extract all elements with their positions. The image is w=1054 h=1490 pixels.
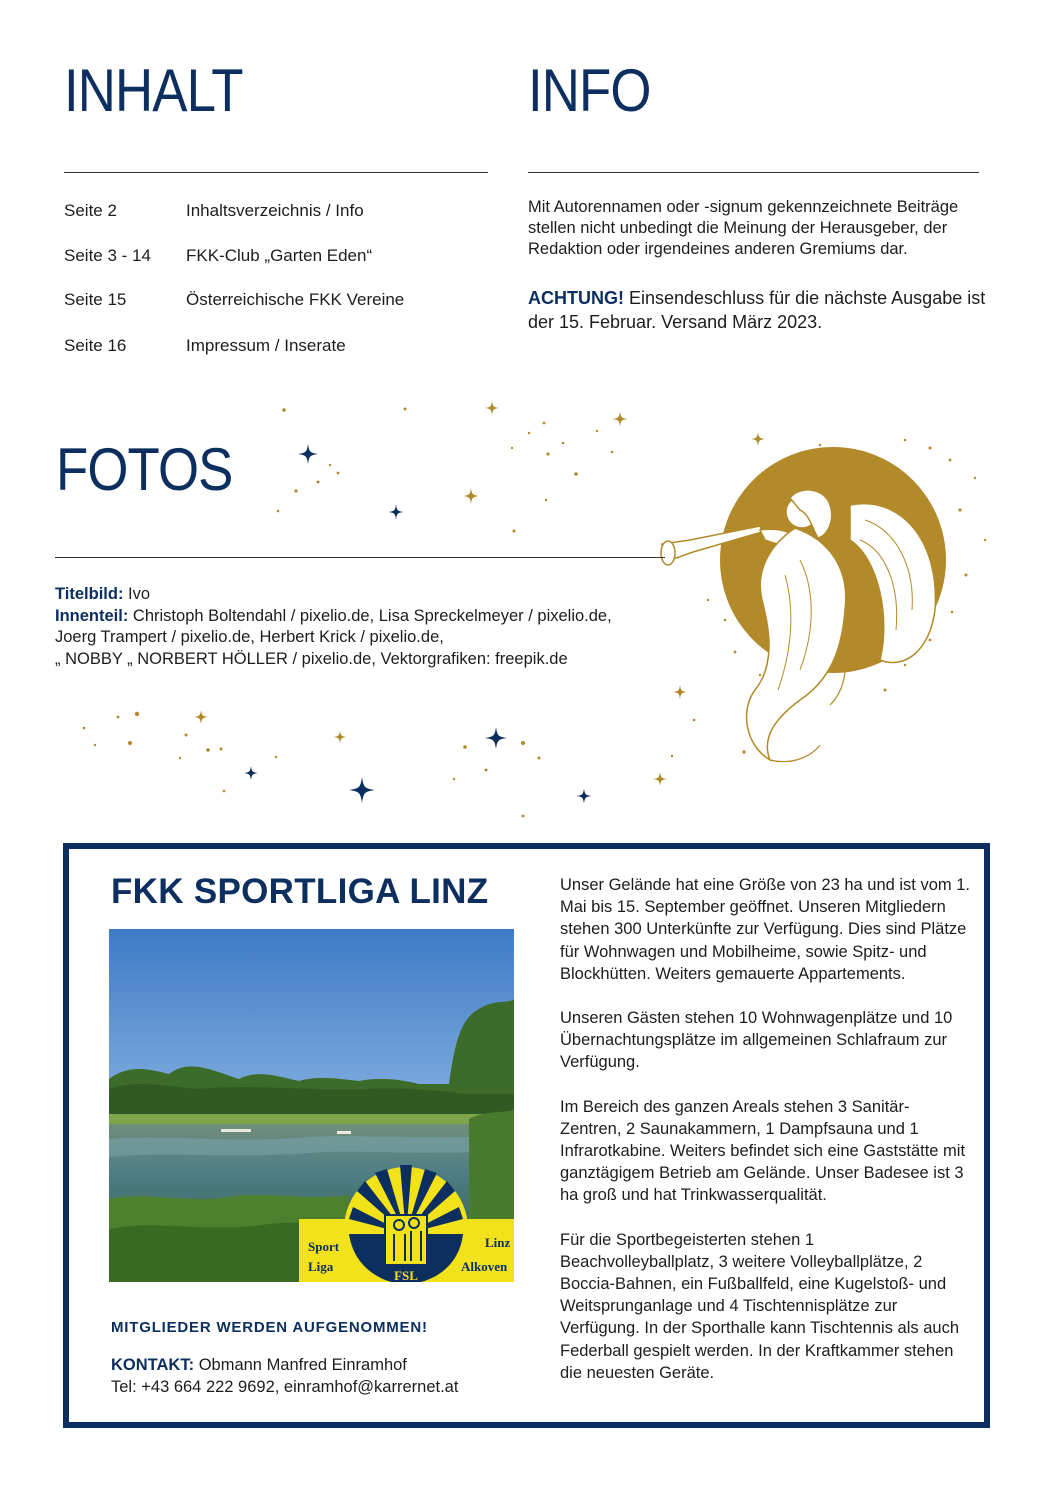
contact-name: Obmann Manfred Einramhof bbox=[194, 1356, 407, 1374]
info-deadline-notice bbox=[528, 286, 998, 334]
credits-inside-line-3: „ NOBBY „ NORBERT HÖLLER / pixelio.de, Vektorgrafiken: freepik.de bbox=[55, 649, 568, 668]
toc-page-number: Seite 2 bbox=[64, 201, 117, 220]
description-paragraph: Für die Sportbegeisterten stehen 1 Beachvolleyballplatz, 3 weitere Volleyballplätze, 2 Boccia-Bahnen, ein Fußballfeld, eine Kugelstoß- und Weitsprunganlage und 4 Tischtennisplätze zur Verfügung. In der Sporthalle kann Tischtennis als auch Federball gespielt werden. In der Kraftkammer stehen die neuesten Geräte. bbox=[560, 1230, 960, 1382]
photos-divider bbox=[55, 557, 665, 558]
angel-illustration bbox=[661, 447, 946, 762]
credits-cover-line bbox=[55, 584, 695, 606]
toc-page-number: Seite 16 bbox=[64, 336, 127, 355]
contact-info bbox=[111, 1354, 458, 1398]
description-paragraph: Unseren Gästen stehen 10 Wohnwagenplätze und 10 Übernachtungsplätze im allgemeinen Schlafraum zur Verfügung. bbox=[560, 1009, 953, 1072]
photos-heading: FOTOS bbox=[56, 436, 233, 503]
description-paragraph: Im Bereich des ganzen Areals stehen 3 Sanitär-Zentren, 2 Saunakammern, 1 Dampfsauna und 1 Infrarotkabine. Weiters befindet sich eine Gaststätte mit ganztägigem Betrieb am Gelände. Unser Badesee ist 3 ha groß und hat Trinkwasserqualität. bbox=[560, 1097, 966, 1205]
club-description bbox=[560, 874, 970, 1406]
logo-sport-text: Sport bbox=[308, 1239, 340, 1254]
lake-photo bbox=[109, 929, 514, 1282]
info-disclaimer: Mit Autorennamen oder -signum gekennzeichnete Beiträge stellen nicht unbedingt die Meinung der Herausgeber, der Redaktion oder irgendeines anderen Gremiums dar. bbox=[528, 198, 959, 258]
toc-entry-title: FKK-Club „Garten Eden“ bbox=[186, 246, 373, 265]
credits-inside-value: Christoph Boltendahl / pixelio.de, Lisa Spreckelmeyer / pixelio.de, bbox=[128, 606, 612, 625]
description-paragraph: Unser Gelände hat eine Größe von 23 ha und ist vom 1. Mai bis 15. September geöffnet. Unseren Mitgliedern stehen 300 Unterkünfte zur Verfügung. Dies sind Plätze für Wohnwagen und Mobilheime, sowie Spitz- und Blockhütten. Weiters gemauerte Appartements. bbox=[560, 876, 970, 983]
club-title: FKK SPORTLIGA LINZ bbox=[111, 872, 489, 911]
credits-inside-line bbox=[55, 606, 695, 628]
contact-label: KONTAKT: bbox=[111, 1356, 195, 1374]
toc-entry-title: Impressum / Inserate bbox=[186, 336, 346, 355]
members-notice: MITGLIEDER WERDEN AUFGENOMMEN! bbox=[111, 1319, 428, 1336]
attention-label: ACHTUNG! bbox=[528, 288, 624, 308]
info-heading: INFO bbox=[528, 57, 651, 124]
contact-phone-email: Tel: +43 664 222 9692, einramhof@karrernet.at bbox=[111, 1378, 459, 1396]
contents-divider bbox=[64, 172, 488, 173]
credits-cover-value: Ivo bbox=[123, 585, 151, 603]
attention-text: Einsendeschluss für die nächste Ausgabe ist der 15. Februar. Versand März 2023. bbox=[528, 288, 986, 332]
credits-inside-label: Innenteil: bbox=[55, 606, 129, 625]
credits-cover-label: Titelbild: bbox=[55, 585, 124, 603]
contents-heading: INHALT bbox=[64, 57, 243, 124]
toc-page-number: Seite 15 bbox=[64, 290, 127, 309]
logo-linz-text: Linz bbox=[485, 1235, 511, 1250]
logo-liga-text: Liga bbox=[308, 1259, 334, 1274]
logo-alkoven-text: Alkoven bbox=[461, 1259, 508, 1274]
toc-entry-title: Inhaltsverzeichnis / Info bbox=[186, 201, 364, 220]
toc-entry-title: Österreichische FKK Vereine bbox=[186, 290, 405, 309]
logo-abbr-text: FSL bbox=[394, 1268, 418, 1282]
info-divider bbox=[528, 172, 979, 173]
photo-credits bbox=[55, 584, 695, 670]
club-info-box bbox=[63, 843, 990, 1428]
toc-page-number: Seite 3 - 14 bbox=[64, 246, 151, 265]
credits-inside-line-2: Joerg Trampert / pixelio.de, Herbert Krick / pixelio.de, bbox=[55, 628, 444, 646]
